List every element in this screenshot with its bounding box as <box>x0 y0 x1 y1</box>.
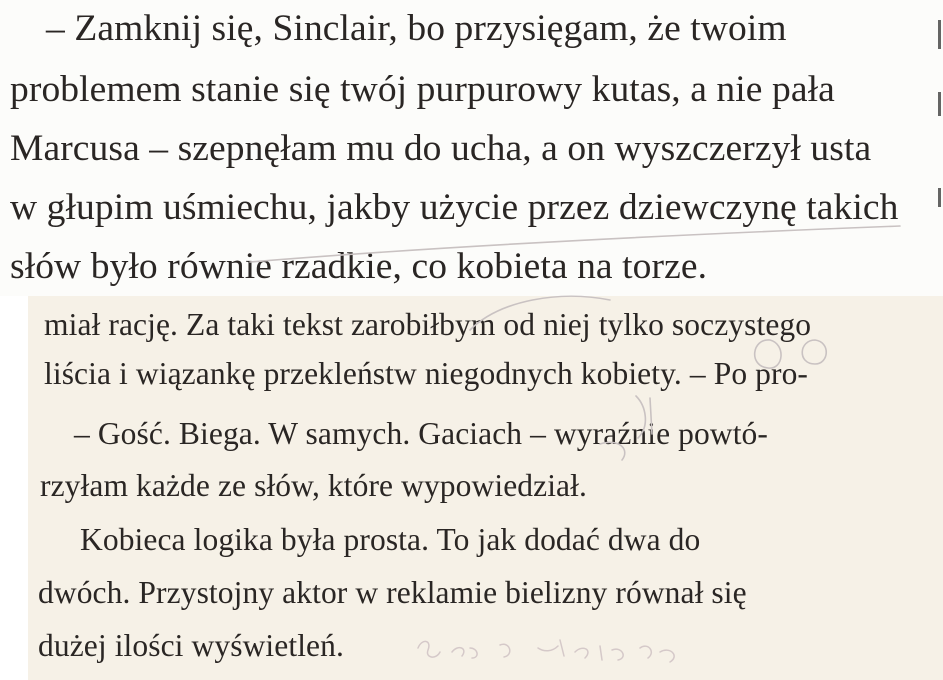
lower-line-1: miał rację. Za taki tekst zarobiłbym od niej tylko soczystego <box>44 307 812 342</box>
upper-line-5: słów było równie rzadkie, co kobieta na torze. <box>10 246 708 287</box>
page-gap-strip <box>0 296 28 680</box>
lower-line-6: dwóch. Przystojny aktor w reklamie bielizny równał się <box>38 575 747 610</box>
upper-line-2: problemem stanie się twój purpurowy kutas, a nie pała <box>10 69 835 110</box>
lower-line-3: – Gość. Biega. W samych. Gaciach – wyraźnie powtó- <box>74 416 769 451</box>
lower-line-4: rzyłam każde ze słów, które wypowiedział. <box>40 468 587 503</box>
upper-line-3: Marcusa – szepnęłam mu do ucha, a on wyszczerzył usta <box>10 128 872 169</box>
upper-line-1: – Zamknij się, Sinclair, bo przysięgam, że twoim <box>46 8 787 49</box>
lower-line-7: dużej ilości wyświetleń. <box>38 628 344 663</box>
page-edge-marks <box>938 20 941 260</box>
upper-line-4: w głupim uśmiechu, jakby użycie przez dziewczynę takich <box>10 187 899 228</box>
lower-line-5: Kobieca logika była prosta. To jak dodać dwa do <box>80 522 701 557</box>
lower-line-2: liścia i wiązankę przekleństw niegodnych kobiety. – Po pro- <box>44 356 809 391</box>
